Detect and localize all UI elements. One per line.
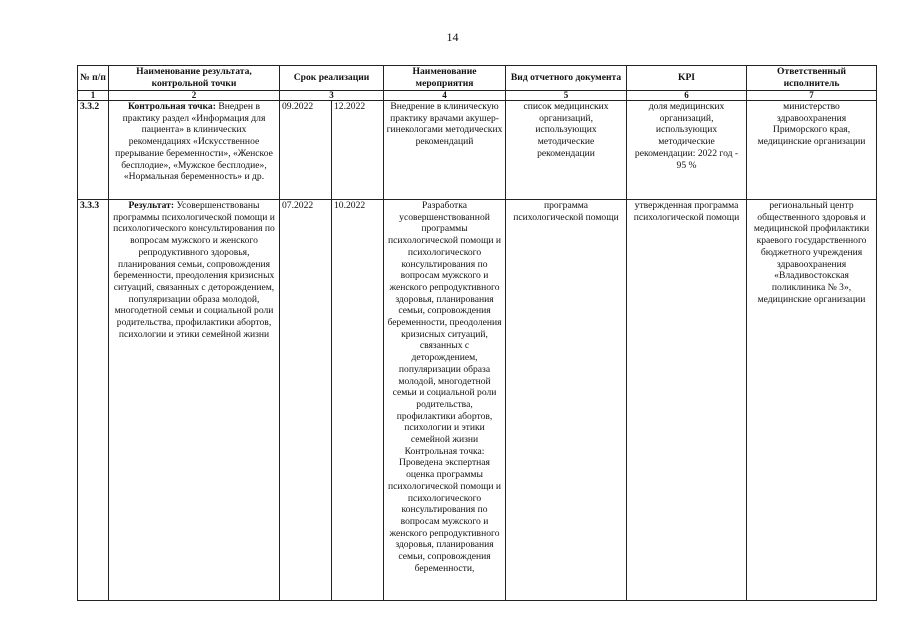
row-number: 3.3.3: [78, 200, 109, 601]
row-number: 3.3.2: [78, 101, 109, 200]
end-date: 12.2022: [332, 101, 384, 200]
document-cell: список медицинских организаций, использующих методические рекомендации: [506, 101, 627, 200]
header-kpi: KPI: [627, 66, 747, 91]
end-date: 10.2022: [332, 200, 384, 601]
result-text: Внедрен в практику раздел «Информация для пациента» в клинических рекомендациях «Искусственное прерывание беременности», «Женское бесплодие», «Мужское бесплодие», «Нормальная беременность» и др.: [115, 101, 273, 183]
header-doc: Вид отчетного документа: [506, 66, 627, 91]
activity-text: Разработка усовершенствованной программы психологической помощи и психологического консультирования по вопросам мужского и женского репродуктивного здоровья, планирования семьи, сопровождения беременности, преодоления кризисных ситуаций, связанных с деторождением, популяризации образа молодой, многодетной семьи и социальной роли родительства, профилактики абортов, психологии и этики семейной жизни: [387, 200, 502, 446]
column-number: 1: [78, 91, 109, 101]
header-resp: Ответственный исполнитель: [747, 66, 877, 91]
column-number: 6: [627, 91, 747, 101]
column-number-row: [78, 91, 877, 101]
kpi-cell: доля медицинских организаций, использующих методические рекомендации: 2022 год - 95 %: [627, 101, 747, 200]
table-row: [78, 200, 877, 601]
table-row: [78, 101, 877, 200]
result-cell: [109, 101, 280, 200]
activity-control-point: Контрольная точка: Проведена экспертная оценка программы психологической помощи и психологического консультирования по вопросам мужского и женского репродуктивного здоровья, планирования семьи, сопровождения беременности,: [387, 445, 502, 574]
header-activity: Наименование мероприятия: [384, 66, 506, 91]
result-cell: [109, 200, 280, 601]
document-cell: программа психологической помощи: [506, 200, 627, 601]
activity-cell: [384, 200, 506, 601]
column-number: 7: [747, 91, 877, 101]
column-number: 5: [506, 91, 627, 101]
result-lead: Контрольная точка:: [127, 101, 216, 112]
responsible-cell: министерство здравоохранения Приморского края, медицинские организации: [747, 101, 877, 200]
kpi-cell: утвержденная программа психологической помощи: [627, 200, 747, 601]
column-number: 3: [280, 91, 384, 101]
start-date: 07.2022: [280, 200, 332, 601]
plan-table: [77, 65, 877, 601]
header-no: № п/п: [78, 66, 109, 91]
result-text: Усовершенствованы программы психологической помощи и психологического консультирования по вопросам мужского и женского репродуктивного здоровья, планирования семьи, сопровождения беременности, преодоления кризисных ситуаций, связанных с деторождением, популяризации образа молодой, многодетной семьи и социальной роли родительства, профилактики абортов, психологии и этики семейной жизни: [113, 200, 275, 340]
start-date: 09.2022: [280, 101, 332, 200]
header-row: [78, 66, 877, 91]
activity-cell: Внедрение в клиническую практику врачами акушер-гинекологами методических рекомендаций: [384, 101, 506, 200]
page-number: 14: [446, 30, 459, 44]
responsible-cell: региональный центр общественного здоровья и медицинской профилактики краевого государственного бюджетного учреждения здравоохранения «Владивостокская поликлиника № 3», медицинские организации: [747, 200, 877, 601]
result-lead: Результат:: [128, 200, 175, 211]
column-number: 4: [384, 91, 506, 101]
column-number: 2: [109, 91, 280, 101]
header-name: Наименование результата, контрольной точки: [109, 66, 280, 91]
header-period: Срок реализации: [280, 66, 384, 91]
